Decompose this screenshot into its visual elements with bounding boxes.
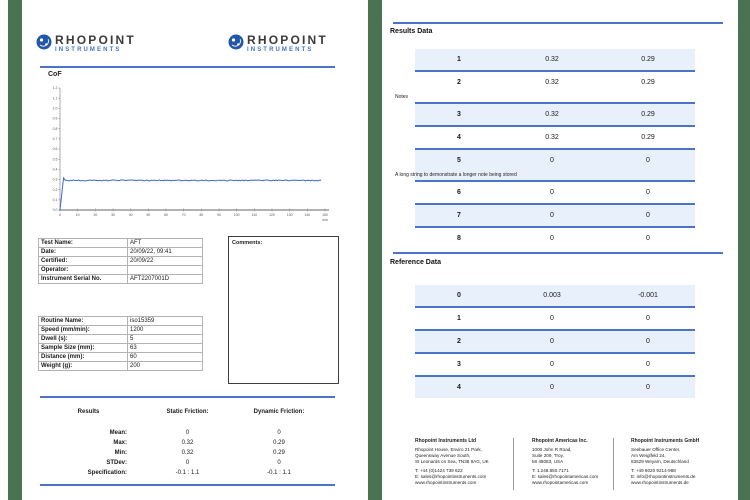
- website-line: www.rhopointinstruments.de: [631, 480, 689, 485]
- address-line: 1000 John R Road,: [532, 447, 572, 452]
- summary-row: [36, 438, 338, 448]
- phone-line: T: 1.248.850.7171: [532, 468, 569, 473]
- rhopoint-orb-icon: [228, 34, 244, 50]
- field-label: Weight (g):: [39, 362, 128, 371]
- field-label: Operator:: [39, 266, 128, 275]
- table-row: [415, 331, 695, 352]
- table-row: [415, 104, 695, 125]
- field-value: AFT: [128, 239, 203, 248]
- report-page-1: [22, 0, 368, 500]
- field-value: 63: [128, 344, 203, 353]
- footer-column: [631, 438, 727, 486]
- static-friction-value: 0.32: [545, 134, 559, 141]
- svg-text:0.4: 0.4: [52, 167, 58, 172]
- reference-data-table: [393, 285, 723, 398]
- logo-sub-text: INSTRUMENTS: [247, 47, 314, 53]
- svg-text:70: 70: [181, 213, 186, 218]
- table-row: [39, 335, 203, 344]
- dynamic-friction-value: 0.29: [641, 79, 655, 86]
- summary-row: [36, 428, 338, 438]
- dynamic-friction-value: 0: [646, 157, 650, 164]
- static-friction-value: -0.1 : 1.1: [175, 470, 200, 476]
- field-label: Distance (mm):: [39, 353, 128, 362]
- row-index: 6: [457, 189, 461, 196]
- address-line: Suite 209, Troy,: [532, 453, 564, 458]
- field-label: Dwell (s):: [39, 335, 128, 344]
- svg-text:0.2: 0.2: [52, 187, 58, 192]
- summary-header: Dynamic Friction:: [253, 409, 305, 415]
- logo-sub-text: INSTRUMENTS: [55, 47, 122, 53]
- table-row: [39, 248, 203, 257]
- table-row: [39, 266, 203, 275]
- rhopoint-logo: [228, 34, 328, 54]
- row-index: 5: [457, 157, 461, 164]
- summary-label: Mean:: [109, 430, 127, 436]
- cof-chart: [48, 78, 333, 226]
- footer-divider: [513, 438, 514, 490]
- table-row: [39, 362, 203, 371]
- phone-line: T: +44 (0)1424 739 622: [415, 468, 463, 473]
- dynamic-friction-value: -0.001: [638, 292, 658, 299]
- summary-label: STDev:: [106, 460, 127, 466]
- svg-text:0.8: 0.8: [52, 126, 58, 131]
- results-data-table: [393, 49, 723, 249]
- report-page-2: [382, 0, 738, 500]
- dynamic-friction-value: 0.29: [273, 450, 285, 456]
- section-divider: [40, 396, 335, 398]
- static-friction-value: 0.32: [181, 440, 194, 446]
- footer-column: [415, 438, 511, 486]
- dynamic-friction-value: -0.1 : 1.1: [267, 470, 291, 476]
- table-row: [415, 354, 695, 375]
- table-row: [39, 317, 203, 326]
- dynamic-friction-value: 0: [646, 212, 650, 219]
- table-row: [395, 150, 695, 180]
- field-value: 200: [128, 362, 203, 371]
- table-row: [415, 182, 695, 203]
- table-row: [39, 353, 203, 362]
- row-index: 2: [457, 338, 461, 345]
- dynamic-friction-value: 0: [646, 361, 650, 368]
- field-value: 20/09/22, 09:41: [128, 248, 203, 257]
- field-value: 20/09/22: [128, 257, 203, 266]
- email-line: E: info@rhopointinstruments.de: [631, 474, 696, 479]
- svg-text:0.1: 0.1: [52, 198, 58, 203]
- row-index: 1: [457, 56, 461, 63]
- phone-line: T: +49 8020 9214-988: [631, 468, 676, 473]
- table-row: [39, 326, 203, 335]
- logo-brand-text: RHOPOINT: [55, 33, 136, 47]
- address-line: Rhopoint House, Enviro 21 Park,: [415, 447, 482, 452]
- chart-title: CoF: [48, 71, 62, 78]
- row-note: Notes: [395, 94, 409, 100]
- table-row: [395, 72, 695, 102]
- table-row: [39, 257, 203, 266]
- address-line: 83629 Weyarn, Deutschland: [631, 459, 689, 464]
- summary-label: Specification:: [87, 470, 127, 476]
- summary-row: [36, 458, 338, 468]
- address-line: Am Weiglfeld 24,: [631, 453, 666, 458]
- static-friction-value: 0: [550, 235, 554, 242]
- table-row: [415, 285, 695, 306]
- dynamic-friction-value: 0.29: [641, 111, 655, 118]
- static-friction-value: 0: [550, 338, 554, 345]
- dynamic-friction-value: 0: [277, 430, 281, 436]
- svg-text:140: 140: [304, 213, 311, 218]
- field-value: 60: [128, 353, 203, 362]
- dynamic-friction-value: 0.29: [273, 440, 285, 446]
- footer-divider: [613, 438, 614, 490]
- field-label: Speed (mm/min):: [39, 326, 128, 335]
- summary-label: Min:: [114, 450, 127, 456]
- summary-label: Max:: [113, 440, 127, 446]
- row-index: 4: [457, 134, 461, 141]
- svg-text:20: 20: [93, 213, 98, 218]
- reference-data-heading: Reference Data: [390, 259, 441, 266]
- row-index: 7: [457, 212, 461, 219]
- static-friction-value: 0: [550, 189, 554, 196]
- svg-text:100: 100: [233, 213, 240, 218]
- results-data-heading: Results Data: [390, 28, 433, 35]
- static-friction-value: 0.32: [545, 79, 559, 86]
- svg-text:0.9: 0.9: [52, 116, 58, 121]
- field-value: [128, 266, 203, 275]
- row-index: 3: [457, 361, 461, 368]
- svg-text:1.2: 1.2: [52, 86, 58, 91]
- static-friction-value: 0.32: [545, 56, 559, 63]
- field-value: 5: [128, 335, 203, 344]
- static-friction-value: 0: [550, 315, 554, 322]
- table-row: [415, 205, 695, 226]
- routine-info-table: [38, 316, 203, 371]
- dynamic-friction-value: 0: [646, 189, 650, 196]
- static-friction-value: 0.32: [181, 450, 194, 456]
- svg-text:130: 130: [286, 213, 293, 218]
- svg-text:0.6: 0.6: [52, 147, 58, 152]
- dynamic-friction-value: 0: [646, 235, 650, 242]
- rhopoint-orb-icon: [36, 34, 52, 50]
- page-bottom-divider: [40, 484, 335, 486]
- table-row: [415, 228, 695, 249]
- field-label: Routine Name:: [39, 317, 128, 326]
- website-line: www.rhopointamericas.com: [532, 480, 589, 485]
- svg-text:0.5: 0.5: [52, 157, 58, 162]
- svg-text:80: 80: [199, 213, 204, 218]
- table-row: [39, 344, 203, 353]
- static-friction-value: 0: [185, 460, 190, 466]
- address-line: Queensway Avenue South,: [415, 453, 471, 458]
- logo-text: [247, 34, 328, 54]
- table-row: [39, 275, 203, 284]
- svg-text:0.0: 0.0: [52, 208, 58, 213]
- row-index: 4: [457, 384, 461, 391]
- svg-text:40: 40: [128, 213, 133, 218]
- comments-box: [228, 236, 339, 384]
- field-label: Certified:: [39, 257, 128, 266]
- svg-text:0.3: 0.3: [52, 177, 58, 182]
- svg-text:60: 60: [164, 213, 168, 218]
- dynamic-friction-value: 0: [646, 338, 650, 345]
- svg-text:110: 110: [251, 213, 258, 218]
- dynamic-friction-value: 0.29: [641, 134, 655, 141]
- table-row: [415, 377, 695, 398]
- static-friction-value: 0: [185, 430, 190, 436]
- svg-text:30: 30: [111, 213, 115, 218]
- address-line: MI 48083, USA: [532, 459, 564, 464]
- field-label: Instrument Serial No.: [39, 275, 128, 284]
- dynamic-friction-value: 0: [277, 460, 281, 466]
- svg-text:150: 150: [322, 213, 328, 218]
- static-friction-value: 0: [550, 212, 554, 219]
- static-friction-value: 0.003: [543, 292, 561, 299]
- svg-text:1.1: 1.1: [52, 96, 58, 101]
- dynamic-friction-value: 0.29: [641, 56, 655, 63]
- address-line: Seebauer Office Center,: [631, 447, 681, 452]
- row-index: 0: [457, 292, 461, 299]
- company-name: Rhopoint Instruments Ltd: [415, 438, 477, 444]
- static-friction-value: 0: [550, 157, 554, 164]
- summary-row: [36, 468, 338, 478]
- table-row: [39, 239, 203, 248]
- svg-text:10: 10: [75, 213, 80, 218]
- row-note: A long string to demonstrate a longer note being stored: [395, 172, 517, 178]
- company-name: Rhopoint Americas Inc.: [532, 438, 588, 444]
- header-divider: [393, 22, 723, 24]
- field-value: iso15359: [128, 317, 203, 326]
- summary-header: Static Friction:: [166, 409, 209, 415]
- static-friction-value: 0.32: [545, 111, 559, 118]
- svg-text:mm: mm: [322, 218, 328, 222]
- section-divider: [393, 252, 723, 254]
- svg-text:120: 120: [269, 213, 275, 218]
- table-row: [415, 49, 695, 70]
- dynamic-friction-value: 0: [646, 315, 650, 322]
- address-line: St Leonards on Sea, TN38 9AG, UK: [415, 459, 489, 464]
- dynamic-friction-value: 0: [646, 384, 650, 391]
- svg-text:0: 0: [59, 213, 61, 218]
- summary-header-row: [36, 407, 338, 417]
- comments-label: Comments:: [232, 240, 263, 246]
- field-label: Sample Size (mm):: [39, 344, 128, 353]
- field-value: 1200: [128, 326, 203, 335]
- static-friction-value: 0: [550, 384, 554, 391]
- test-info-table: [38, 238, 203, 284]
- company-name: Rhopoint Instruments GmbH: [631, 438, 700, 444]
- summary-header: Results: [77, 409, 100, 415]
- table-row: [415, 127, 695, 148]
- email-line: E: sales@rhopointamericas.com: [532, 474, 599, 479]
- header-divider: [40, 66, 335, 68]
- rhopoint-logo: [36, 34, 136, 54]
- field-value: AFT2207001D: [128, 275, 203, 284]
- field-label: Date:: [39, 248, 128, 257]
- row-index: 1: [457, 315, 461, 322]
- row-index: 2: [457, 79, 461, 86]
- row-index: 3: [457, 111, 461, 118]
- svg-text:0.7: 0.7: [52, 137, 58, 142]
- field-label: Test Name:: [39, 239, 128, 248]
- row-index: 8: [457, 235, 461, 242]
- static-friction-value: 0: [550, 361, 554, 368]
- svg-text:1.0: 1.0: [52, 106, 58, 111]
- logo-text: [55, 34, 136, 54]
- email-line: E: sales@rhopointinstruments.com: [415, 474, 487, 479]
- logo-brand-text: RHOPOINT: [247, 33, 328, 47]
- website-line: www.rhopointinstruments.com: [415, 480, 477, 485]
- results-summary: [36, 407, 338, 478]
- svg-text:50: 50: [146, 213, 151, 218]
- table-row: [415, 308, 695, 329]
- summary-row: [36, 448, 338, 458]
- svg-text:90: 90: [217, 213, 221, 218]
